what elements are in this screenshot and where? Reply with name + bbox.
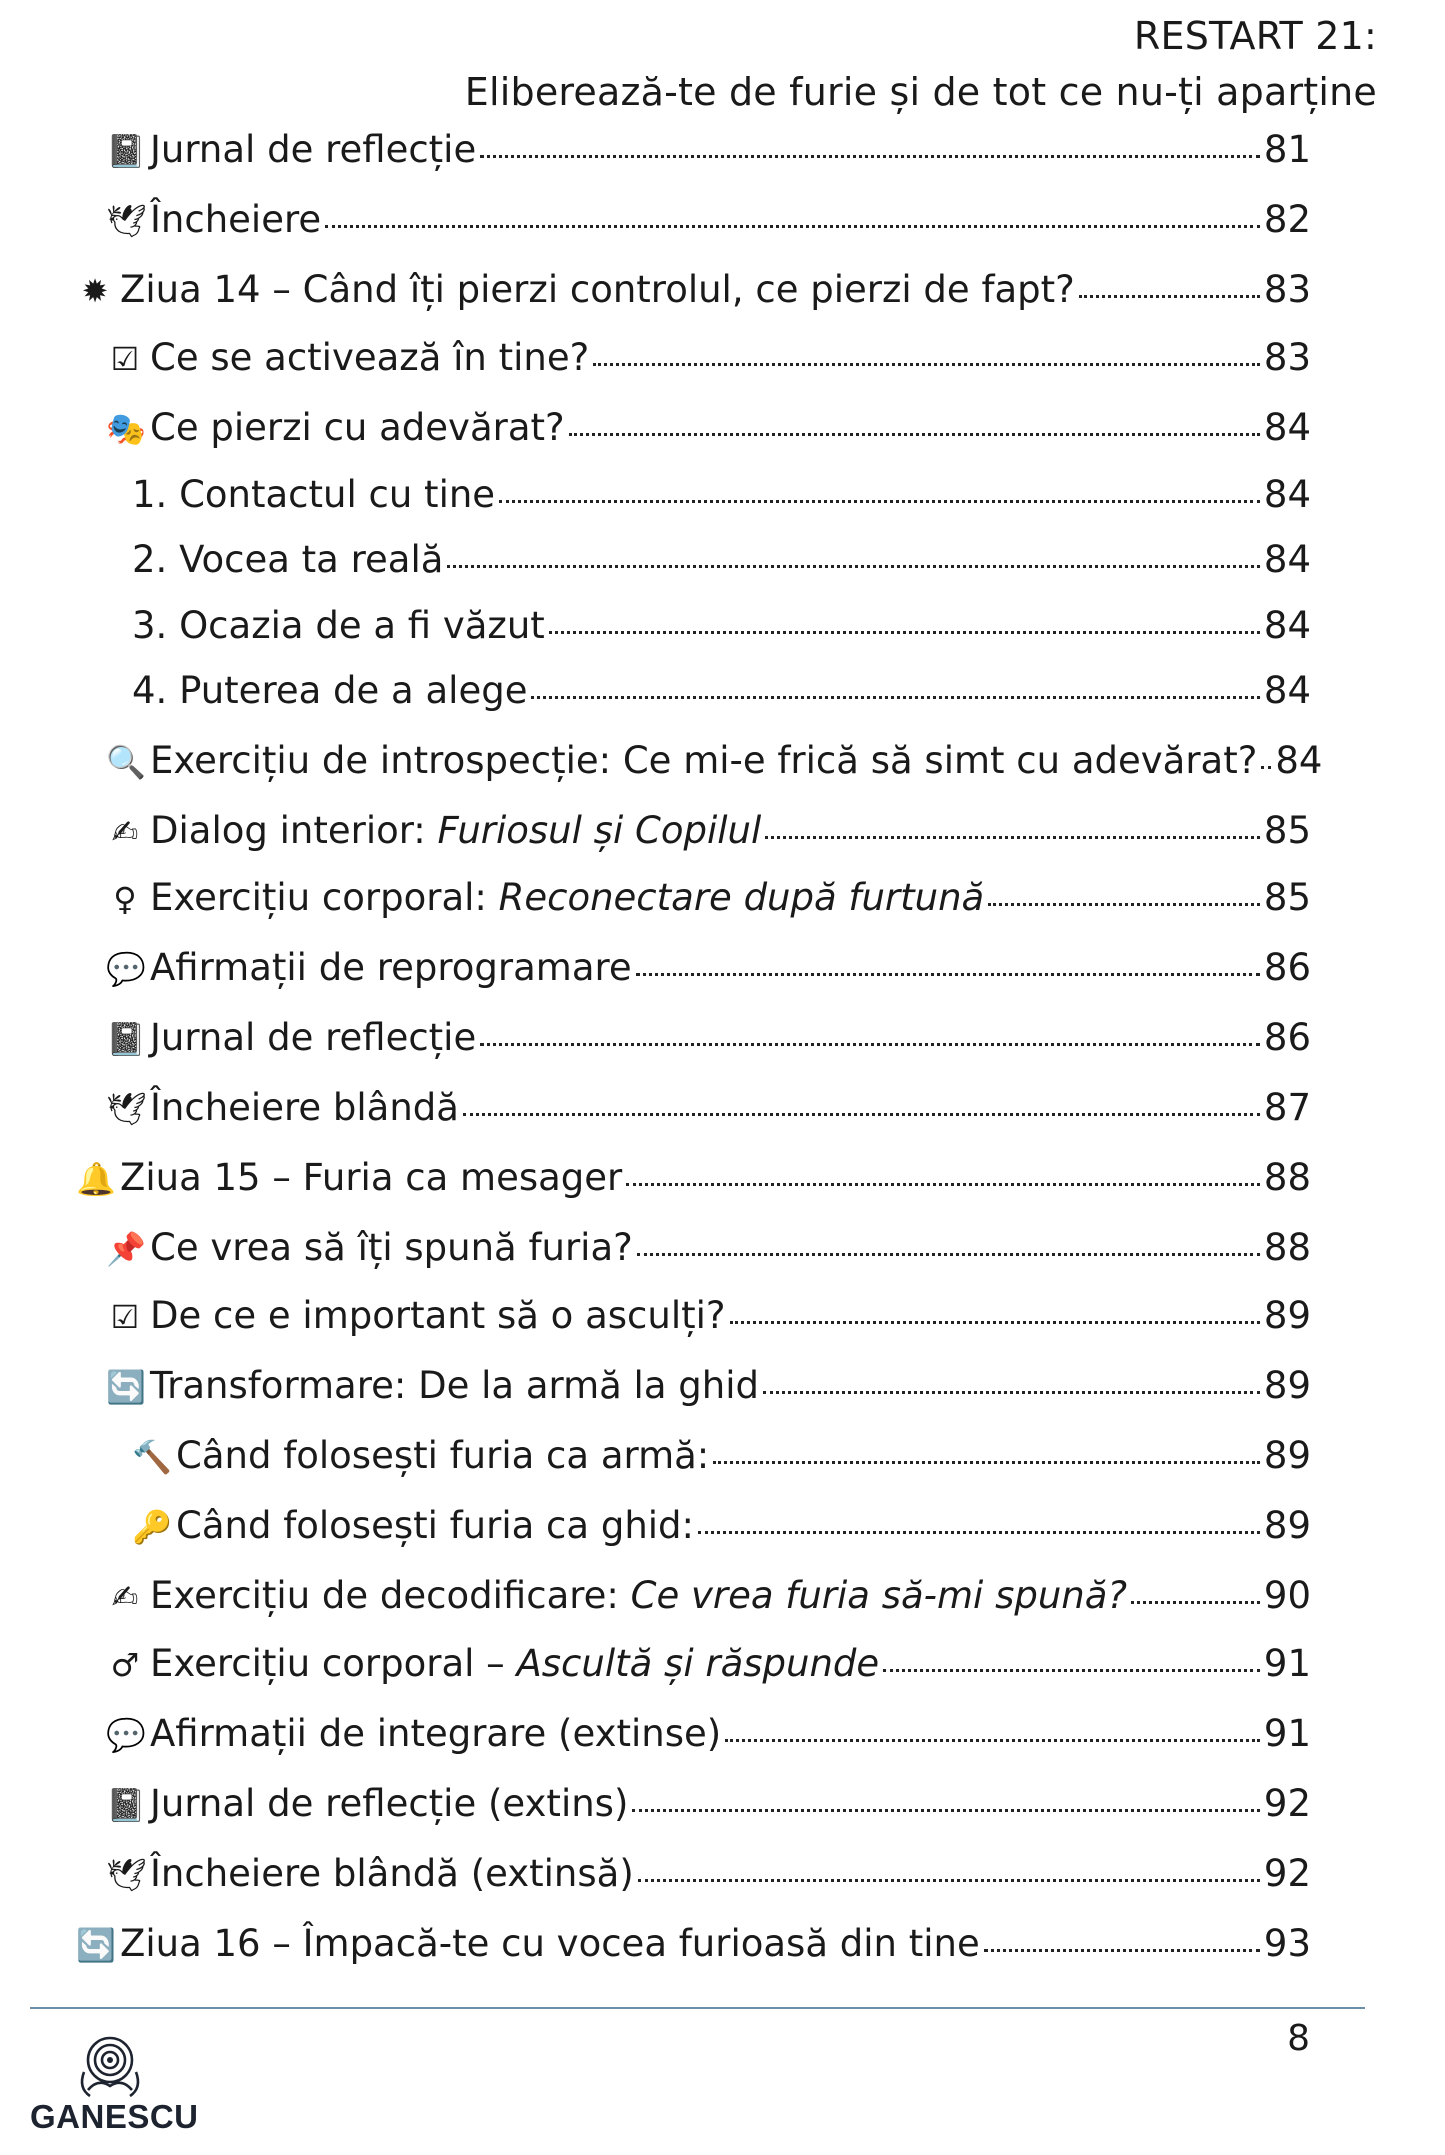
dot-leader: [325, 223, 1260, 228]
dot-leader: [447, 563, 1259, 568]
toc-page-number: 89: [1263, 1294, 1311, 1337]
toc-page-number: 89: [1263, 1504, 1311, 1547]
toc-page-number: 93: [1263, 1922, 1311, 1965]
dot-leader: [988, 901, 1260, 906]
key-icon: 🔑: [132, 1508, 172, 1546]
notebook-icon: 📓: [106, 132, 146, 170]
toc-page-number: 84: [1263, 604, 1311, 647]
toc-entry-label: 2. Vocea ta reală: [132, 538, 444, 581]
dot-leader: [593, 361, 1260, 366]
toc-entry[interactable]: [132, 1429, 1311, 1483]
toc-entry[interactable]: [106, 1637, 1311, 1691]
toc-entry[interactable]: [106, 871, 1311, 925]
toc-entry-label: 3. Ocazia de a fi văzut: [132, 604, 545, 647]
toc-entry-title: [132, 664, 527, 718]
toc-entry-title: [150, 401, 565, 455]
toc-entry-italic-title: Reconectare după furtună: [498, 876, 985, 919]
header-title: RESTART 21:: [1133, 14, 1377, 58]
toc-entry-title: [150, 804, 761, 858]
toc-entry[interactable]: [132, 1499, 1311, 1553]
page-number: 8: [1287, 2018, 1310, 2059]
toc-page-number: 88: [1263, 1156, 1311, 1199]
toc-entry-italic-title: Ascultă și răspunde: [516, 1642, 880, 1685]
toc-entry-italic-title: Furiosul și Copilul: [437, 809, 762, 852]
dot-leader: [698, 1529, 1260, 1534]
toc-entry-label: Jurnal de reflecție (extins): [150, 1782, 629, 1825]
toc-entry-title: [176, 1429, 709, 1483]
dove-icon: 🕊: [106, 1090, 147, 1128]
toc-entry[interactable]: [106, 401, 1311, 455]
toc-entry-label: Încheiere: [150, 198, 322, 241]
toc-entry-title: [150, 1777, 628, 1831]
toc-entry[interactable]: [106, 1777, 1311, 1831]
male-sign-icon: ♂: [110, 1646, 140, 1684]
toc-entry-title: [120, 1151, 622, 1205]
toc-page-number: 92: [1263, 1852, 1311, 1895]
dot-leader: [763, 1389, 1260, 1394]
toc-entry-title: [150, 871, 984, 925]
toc-entry[interactable]: [132, 468, 1311, 522]
toc-entry-title: [150, 1707, 721, 1761]
dot-leader: [480, 153, 1260, 158]
toc-entry[interactable]: [76, 1917, 1311, 1971]
toc-page-number: 89: [1263, 1364, 1311, 1407]
toc-page-number: 86: [1263, 1016, 1311, 1059]
toc-page-number: 83: [1263, 336, 1311, 379]
toc-entry[interactable]: [76, 263, 1311, 317]
toc-entry-label: Ce se activează în tine?: [150, 336, 590, 379]
notebook-icon: 📓: [106, 1020, 146, 1058]
toc-page-number: 82: [1263, 198, 1311, 241]
toc-entry[interactable]: [106, 734, 1323, 788]
toc-entry[interactable]: [106, 1011, 1311, 1065]
toc-entry-title: [120, 263, 1075, 317]
toc-entry-label: Ce pierzi cu adevărat?: [150, 406, 565, 449]
dot-leader: [569, 431, 1260, 436]
toc-entry[interactable]: [106, 804, 1311, 858]
speech-bubble-icon: 💬: [106, 1716, 146, 1754]
toc-entry-label: Ziua 15 – Furia ca mesager: [120, 1156, 623, 1199]
toc-page-number: 87: [1263, 1086, 1311, 1129]
notebook-icon: 📓: [106, 1786, 146, 1824]
toc-entry-title: [150, 1081, 459, 1135]
toc-entry-label: Exercițiu corporal –: [150, 1642, 517, 1685]
dot-leader: [1261, 764, 1271, 769]
toc-entry-label: Afirmații de reprogramare: [150, 946, 632, 989]
toc-page-number: 85: [1263, 809, 1311, 852]
toc-entry[interactable]: [106, 193, 1311, 247]
speech-bubble-icon: 💬: [106, 950, 146, 988]
dot-leader: [713, 1459, 1260, 1464]
toc-entry-label: Exercițiu corporal:: [150, 876, 499, 919]
cycle-arrows-icon: 🔄: [76, 1926, 116, 1964]
cycle-arrows-icon: 🔄: [106, 1368, 146, 1406]
dot-leader: [626, 1181, 1260, 1186]
toc-entry[interactable]: [106, 1569, 1311, 1623]
toc-page-number: 88: [1263, 1226, 1311, 1269]
writing-hand-icon: ✍: [111, 813, 139, 851]
magnifier-icon: 🔍: [106, 743, 146, 781]
header-subtitle: Eliberează-te de furie și de tot ce nu-ți aparține: [464, 70, 1377, 114]
toc-page-number: 89: [1263, 1434, 1311, 1477]
toc-entry[interactable]: [106, 1221, 1311, 1275]
running-header: [465, 8, 1377, 120]
dot-leader: [725, 1737, 1260, 1742]
toc-entry-title: [132, 468, 495, 522]
footer-divider: [30, 2007, 1365, 2009]
toc-entry-title: [150, 123, 476, 177]
dot-leader: [984, 1947, 1260, 1952]
toc-page-number: 81: [1263, 128, 1311, 171]
toc-page-number: 83: [1263, 268, 1311, 311]
toc-entry-label: Ziua 14 – Când îți pierzi controlul, ce pierzi de fapt?: [120, 268, 1075, 311]
female-sign-icon: ♀: [113, 880, 137, 918]
toc-entry-label: Jurnal de reflecție: [150, 128, 477, 171]
toc-page-number: 84: [1263, 538, 1311, 581]
toc-entry-italic-title: Ce vrea furia să-mi spună?: [630, 1574, 1128, 1617]
toc-entry-title: [150, 941, 632, 995]
toc-entry-label: 4. Puterea de a alege: [132, 669, 528, 712]
toc-page-number: 84: [1263, 406, 1311, 449]
toc-entry-label: Când folosești furia ca armă:: [176, 1434, 710, 1477]
masks-icon: 🎭: [106, 410, 146, 448]
toc-entry-title: [176, 1499, 694, 1553]
toc-entry[interactable]: [106, 123, 1311, 177]
toc-page-number: 85: [1263, 876, 1311, 919]
toc-entry[interactable]: [106, 1707, 1311, 1761]
toc-entry-title: [150, 1637, 879, 1691]
toc-entry-label: Jurnal de reflecție: [150, 1016, 477, 1059]
toc-entry-title: [150, 734, 1257, 788]
toc-entry[interactable]: [132, 533, 1311, 587]
toc-entry-title: [150, 1569, 1127, 1623]
toc-entry-title: [132, 599, 545, 653]
toc-entry-title: [150, 1359, 759, 1413]
dot-leader: [480, 1041, 1260, 1046]
dot-leader: [636, 971, 1260, 976]
dot-leader: [632, 1807, 1260, 1812]
toc-entry-title: [120, 1917, 980, 1971]
toc-entry-label: Încheiere blândă: [150, 1086, 459, 1129]
dot-leader: [531, 694, 1259, 699]
toc-entry-label: Exercițiu de introspecție: Ce mi-e frică să simt cu adevărat?: [150, 739, 1258, 782]
dove-icon: 🕊: [106, 1856, 147, 1894]
toc-entry-label: Ziua 16 – Împacă-te cu vocea furioasă din tine: [120, 1922, 980, 1965]
toc-entry-label: Afirmații de integrare (extinse): [150, 1712, 722, 1755]
toc-entry[interactable]: [106, 1847, 1311, 1901]
toc-page-number: 92: [1263, 1782, 1311, 1825]
dot-leader: [499, 498, 1260, 503]
checkbox-icon: ☑: [110, 1298, 140, 1336]
hammer-icon: 🔨: [132, 1438, 172, 1476]
toc-entry[interactable]: [132, 599, 1311, 653]
toc-entry[interactable]: [76, 1151, 1311, 1205]
checkbox-icon: ☑: [110, 340, 140, 378]
burst-icon: ✹: [81, 272, 109, 310]
toc-entry-title: [150, 1011, 476, 1065]
toc-entry[interactable]: [106, 1289, 1311, 1343]
dot-leader: [765, 834, 1260, 839]
toc-page-number: 86: [1263, 946, 1311, 989]
dot-leader: [638, 1877, 1260, 1882]
toc-page-number: 91: [1263, 1642, 1311, 1685]
toc-page-number: 91: [1263, 1712, 1311, 1755]
toc-entry-label: Transformare: De la armă la ghid: [150, 1364, 759, 1407]
dove-icon: 🕊: [106, 202, 147, 240]
toc-page-number: 84: [1263, 473, 1311, 516]
dot-leader: [549, 629, 1260, 634]
toc-entry[interactable]: [106, 1081, 1311, 1135]
dot-leader: [1079, 293, 1260, 298]
toc-entry-title: [150, 1847, 634, 1901]
toc-entry-label: Ce vrea să îți spună furia?: [150, 1226, 633, 1269]
toc-entry-title: [150, 193, 321, 247]
toc-entry[interactable]: [106, 1359, 1311, 1413]
toc-page-number: 84: [1263, 669, 1311, 712]
toc-entry-title: [150, 331, 589, 385]
dot-leader: [730, 1319, 1260, 1324]
toc-entry[interactable]: [132, 664, 1311, 718]
writing-hand-icon: ✍: [111, 1578, 139, 1616]
toc-entry-title: [132, 533, 443, 587]
toc-entry-title: [150, 1289, 726, 1343]
dot-leader: [637, 1251, 1260, 1256]
logo-wordmark: GANESCU: [30, 2098, 199, 2135]
toc-entry-label: Când folosești furia ca ghid:: [176, 1504, 694, 1547]
toc-entry-label: 1. Contactul cu tine: [132, 473, 496, 516]
toc-entry[interactable]: [106, 941, 1311, 995]
pushpin-icon: 📌: [106, 1230, 146, 1268]
toc-entry-label: Exercițiu de decodificare:: [150, 1574, 631, 1617]
toc-entry[interactable]: [106, 331, 1311, 385]
toc-page-number: 84: [1275, 739, 1323, 782]
toc-entry-title: [150, 1221, 633, 1275]
toc-entry-label: De ce e important să o asculți?: [150, 1294, 726, 1337]
dot-leader: [1131, 1599, 1260, 1604]
bell-icon: 🔔: [76, 1160, 116, 1198]
dot-leader: [463, 1111, 1260, 1116]
dot-leader: [883, 1667, 1260, 1672]
toc-entry-label: Încheiere blândă (extinsă): [150, 1852, 634, 1895]
toc-page-number: 90: [1263, 1574, 1311, 1617]
toc-entry-label: Dialog interior:: [150, 809, 438, 852]
